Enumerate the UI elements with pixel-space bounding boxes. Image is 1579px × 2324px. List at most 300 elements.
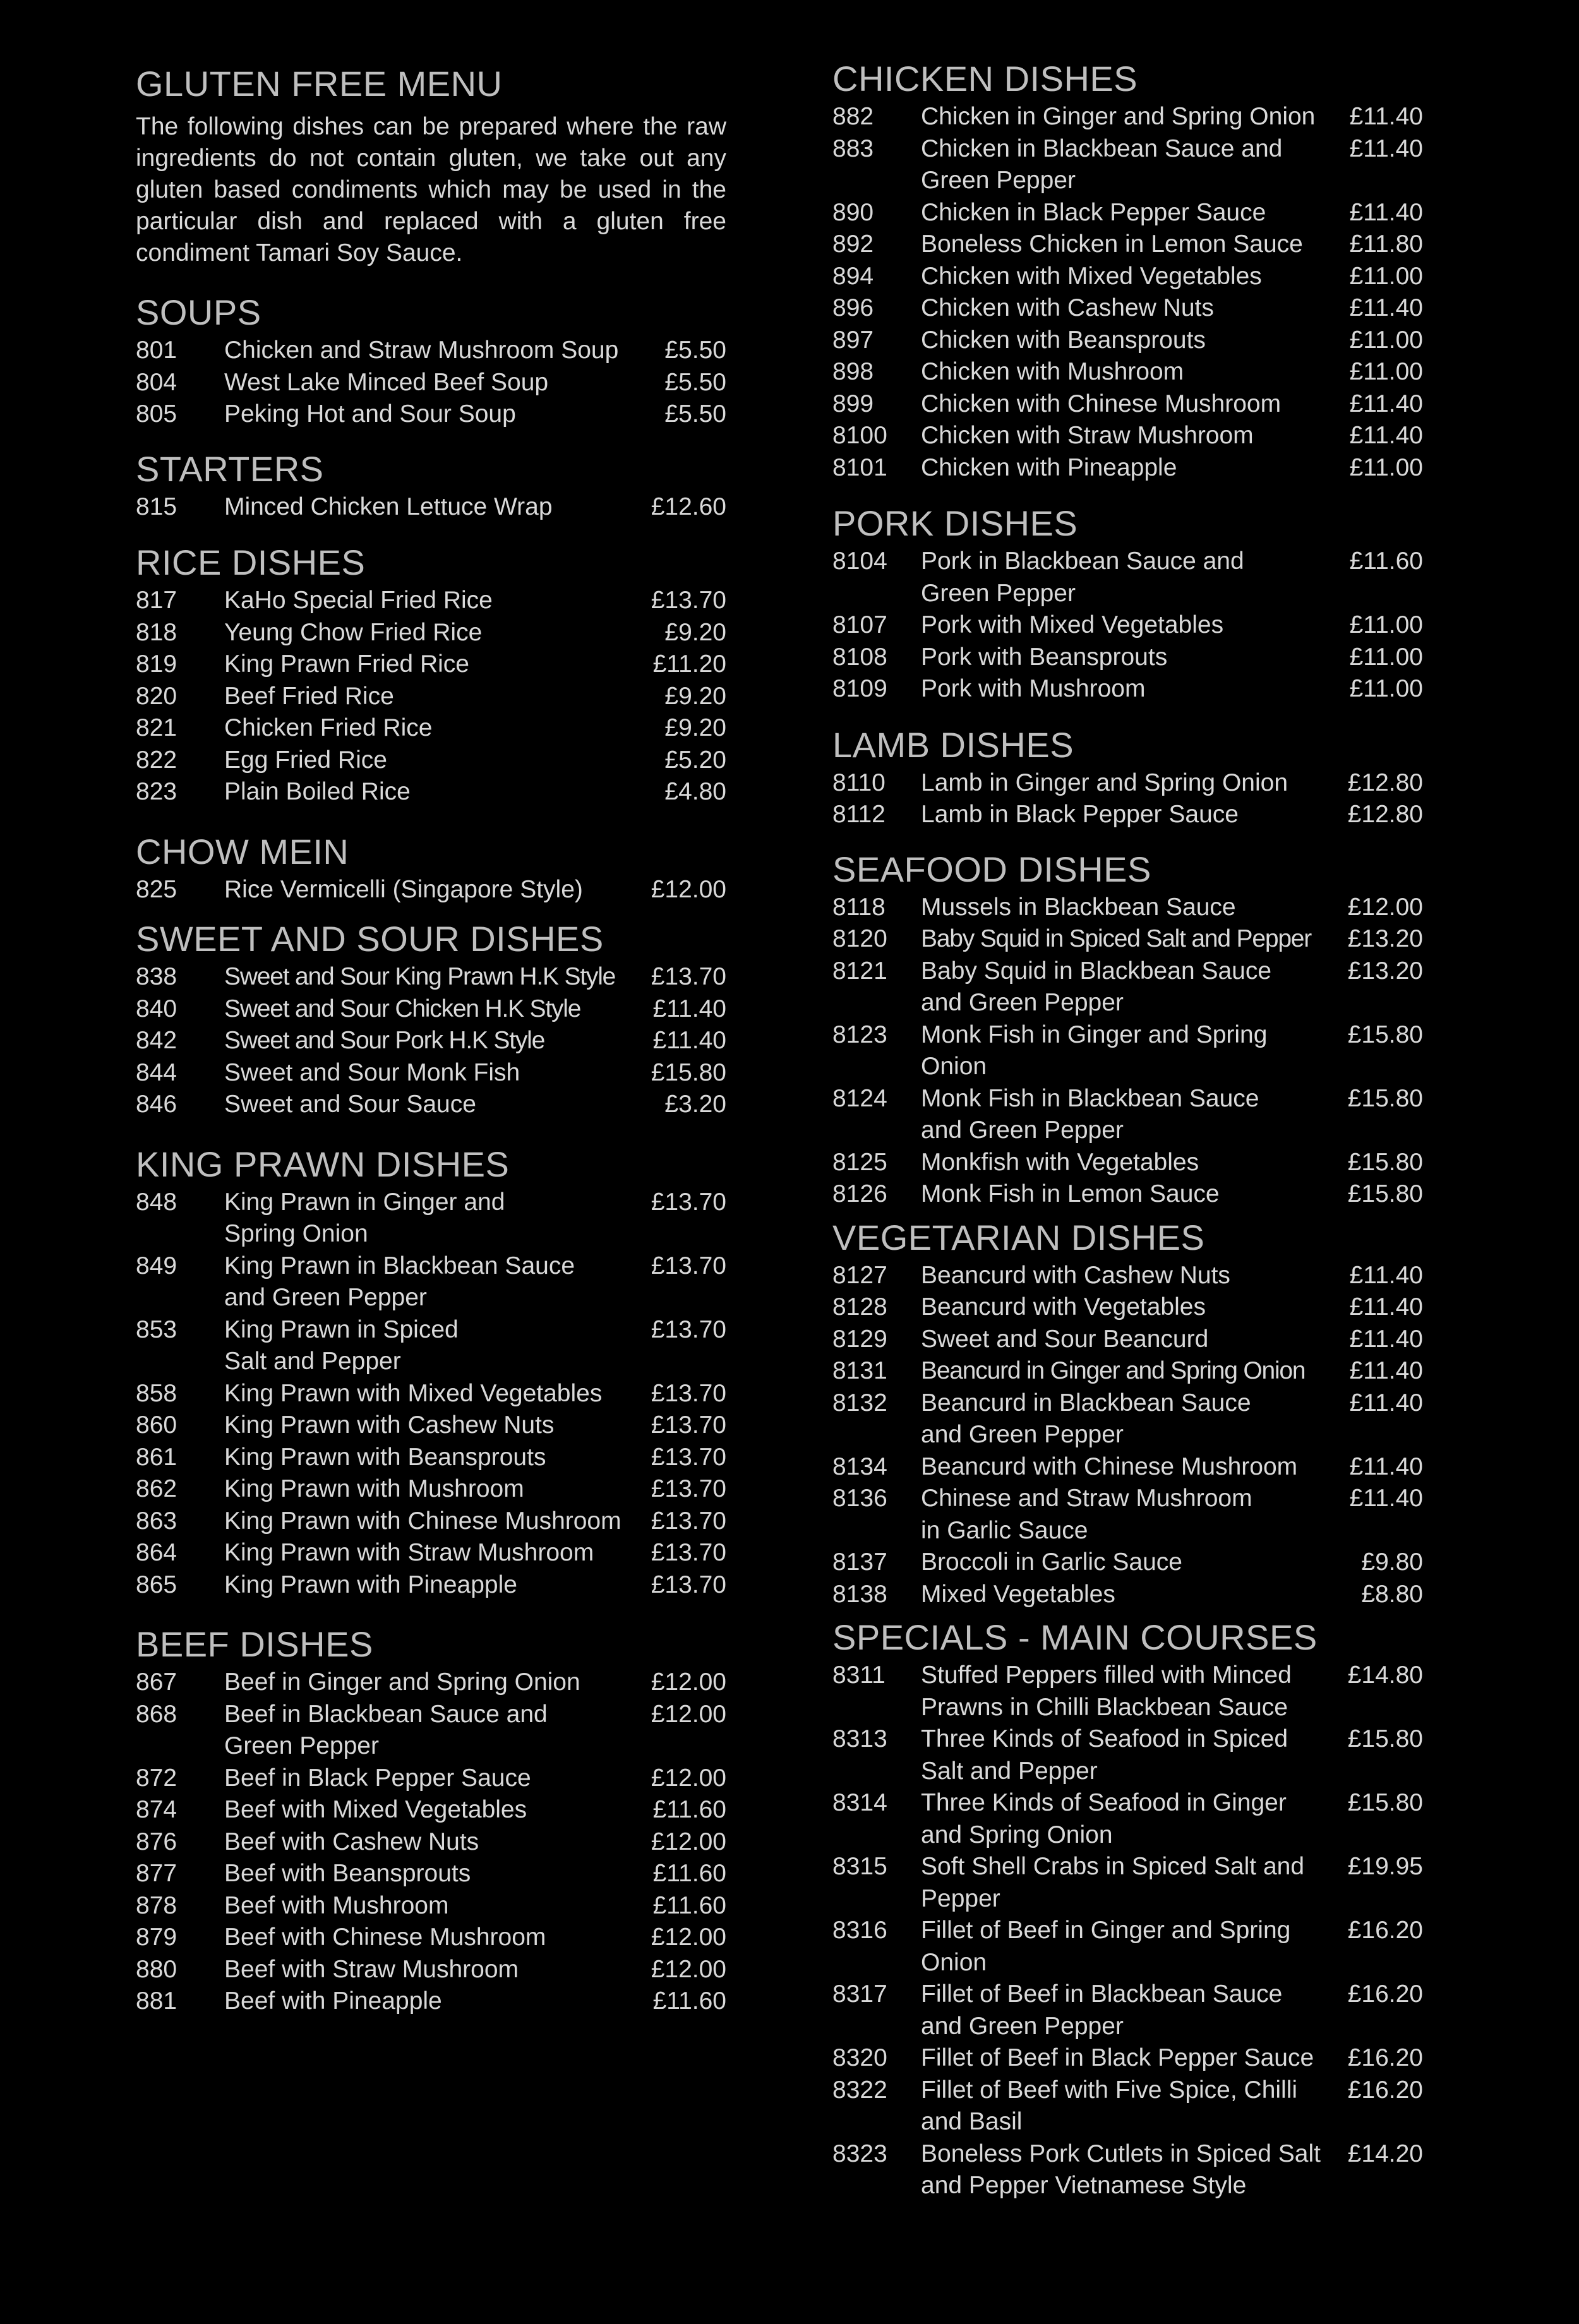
menu-item <box>136 1250 726 1314</box>
item-code: 848 <box>136 1188 177 1216</box>
item-code: 8118 <box>832 893 886 921</box>
intro-text: The following dishes can be prepared where the raw ingredients do not contain gluten, we take out any gluten based condiments which may be used in the particular dish and replaced with a gluten free condiment Tamari Soy Sauce. <box>136 113 726 267</box>
section-beef-dishes <box>136 1624 726 2018</box>
menu-item <box>832 1483 1423 1547</box>
item-code: 853 <box>136 1315 177 1343</box>
section-lamb-dishes <box>832 724 1423 831</box>
item-code: 840 <box>136 995 177 1022</box>
item-price: £12.00 <box>651 1700 726 1728</box>
section-soups <box>136 292 726 431</box>
menu-item <box>136 961 726 993</box>
item-code: 861 <box>136 1443 177 1471</box>
menu-item <box>832 673 1423 705</box>
item-name: Sweet and Sour Beancurd <box>921 1325 1209 1353</box>
item-code: 8108 <box>832 643 887 671</box>
menu-item <box>832 1851 1423 1915</box>
item-code: 8109 <box>832 675 887 702</box>
section-king-prawn-dishes <box>136 1144 726 1602</box>
item-name: King Prawn with Straw Mushroom <box>224 1539 594 1566</box>
item-name: King Prawn in Ginger and Spring Onion <box>224 1188 505 1247</box>
item-price: £12.00 <box>651 1924 726 1951</box>
item-name: Sweet and Sour Monk Fish <box>224 1058 520 1086</box>
menu-item <box>832 1451 1423 1483</box>
item-price: £9.80 <box>1361 1548 1423 1576</box>
item-code: 8129 <box>832 1325 887 1353</box>
item-name: King Prawn with Mixed Vegetables <box>224 1379 603 1407</box>
item-code: 874 <box>136 1796 177 1823</box>
menu-item <box>832 2138 1423 2202</box>
item-name: Chicken with Straw Mushroom <box>921 422 1254 449</box>
left-column <box>136 63 726 2018</box>
item-code: 8134 <box>832 1452 887 1480</box>
item-price: £12.80 <box>1347 801 1423 828</box>
menu-item <box>136 367 726 399</box>
item-price: £19.95 <box>1347 1853 1423 1880</box>
item-price: £4.80 <box>664 778 726 805</box>
section-vegetarian-dishes <box>832 1217 1423 1611</box>
menu-item <box>832 1723 1423 1787</box>
item-name: Beancurd in Ginger and Spring Onion <box>921 1357 1306 1384</box>
menu-item <box>832 1787 1423 1851</box>
item-name: Soft Shell Crabs in Spiced Salt and Pepper <box>921 1853 1305 1912</box>
item-code: 868 <box>136 1700 177 1728</box>
item-code: 879 <box>136 1924 177 1951</box>
item-code: 8123 <box>832 1021 887 1048</box>
menu-item <box>136 745 726 777</box>
item-price: £13.70 <box>651 1475 726 1502</box>
item-price: £11.40 <box>652 995 726 1022</box>
item-code: 817 <box>136 587 177 614</box>
section-title: SOUPS <box>136 292 261 332</box>
menu-item <box>136 1667 726 1699</box>
item-code: 883 <box>832 135 874 162</box>
item-price: £11.40 <box>1349 103 1423 130</box>
item-price: £12.00 <box>1347 893 1423 921</box>
menu-item <box>136 585 726 617</box>
item-price: £11.00 <box>1349 262 1423 290</box>
item-code: 8315 <box>832 1853 887 1880</box>
item-name: Chinese and Straw Mushroom in Garlic Sauce <box>921 1485 1252 1544</box>
menu-item <box>832 356 1423 388</box>
item-name: King Prawn with Cashew Nuts <box>224 1411 555 1439</box>
item-name: Yeung Chow Fried Rice <box>224 618 483 646</box>
item-price: £16.20 <box>1347 2044 1423 2071</box>
menu-item <box>832 892 1423 924</box>
item-name: Peking Hot and Sour Soup <box>224 400 516 428</box>
item-code: 898 <box>832 358 874 385</box>
item-price: £5.50 <box>664 337 726 364</box>
item-code: 8316 <box>832 1917 887 1944</box>
menu-item <box>136 1057 726 1089</box>
item-price: £11.00 <box>1349 358 1423 385</box>
item-name: Egg Fried Rice <box>224 746 387 774</box>
item-code: 8120 <box>832 925 887 952</box>
item-name: Beef Fried Rice <box>224 682 394 710</box>
item-price: £11.40 <box>1349 1485 1423 1512</box>
item-code: 892 <box>832 231 874 258</box>
item-name: Rice Vermicelli (Singapore Style) <box>224 875 583 903</box>
item-price: £11.40 <box>1349 1261 1423 1289</box>
menu-item <box>832 261 1423 293</box>
item-name: Chicken in Black Pepper Sauce <box>921 198 1266 226</box>
menu-item <box>136 1699 726 1763</box>
item-code: 894 <box>832 262 874 290</box>
menu-item <box>832 420 1423 452</box>
item-code: 844 <box>136 1058 177 1086</box>
section-seafood-dishes <box>832 849 1423 1211</box>
menu-item <box>832 229 1423 261</box>
item-code: 820 <box>136 682 177 710</box>
item-code: 819 <box>136 650 177 678</box>
right-column <box>832 59 1423 2202</box>
item-code: 8311 <box>832 1662 886 1689</box>
item-price: £9.20 <box>664 618 726 646</box>
menu-item <box>136 1922 726 1954</box>
item-price: £13.70 <box>651 1315 726 1343</box>
item-price: £16.20 <box>1347 1980 1423 2008</box>
item-code: 890 <box>832 198 874 226</box>
section-sweet-and-sour-dishes <box>136 918 726 1121</box>
item-price: £13.20 <box>1347 925 1423 952</box>
right-sections <box>832 58 1423 2202</box>
item-price: £13.20 <box>1347 957 1423 985</box>
item-code: 849 <box>136 1252 177 1279</box>
menu-item <box>136 1506 726 1538</box>
item-name: Beef with Cashew Nuts <box>224 1828 479 1855</box>
item-code: 815 <box>136 493 177 520</box>
menu-item <box>832 1083 1423 1147</box>
item-name: Beancurd in Blackbean Sauce and Green Pepper <box>921 1389 1251 1448</box>
item-code: 8100 <box>832 422 887 449</box>
item-name: Beef in Ginger and Spring Onion <box>224 1668 580 1696</box>
item-code: 858 <box>136 1379 177 1407</box>
item-code: 8125 <box>832 1148 887 1176</box>
item-name: Baby Squid in Spiced Salt and Pepper <box>921 925 1312 952</box>
menu-item <box>136 1763 726 1795</box>
item-price: £15.80 <box>1347 1725 1423 1752</box>
item-code: 846 <box>136 1091 177 1118</box>
item-price: £13.70 <box>651 1539 726 1566</box>
menu-item <box>136 491 726 524</box>
menu-item <box>136 1890 726 1922</box>
item-price: £11.40 <box>1349 1452 1423 1480</box>
section-title: SPECIALS - MAIN COURSES <box>832 1617 1318 1657</box>
menu-item <box>832 133 1423 197</box>
left-sections <box>136 292 726 2018</box>
section-pork-dishes <box>832 503 1423 705</box>
item-name: Monk Fish in Blackbean Sauce and Green Pepper <box>921 1084 1259 1144</box>
intro-section <box>136 63 726 269</box>
item-price: £16.20 <box>1347 1917 1423 1944</box>
item-name: Chicken with Mixed Vegetables <box>921 262 1262 290</box>
item-price: £13.70 <box>651 1571 726 1598</box>
item-name: King Prawn with Chinese Mushroom <box>224 1507 621 1535</box>
item-code: 8317 <box>832 1980 887 2008</box>
menu-item <box>832 2075 1423 2138</box>
item-name: Chicken with Mushroom <box>921 358 1184 385</box>
menu-item <box>136 1537 726 1569</box>
item-name: Fillet of Beef with Five Spice, Chilli and Basil <box>921 2076 1298 2135</box>
item-name: King Prawn with Mushroom <box>224 1475 524 1502</box>
item-price: £14.80 <box>1347 1662 1423 1689</box>
item-code: 825 <box>136 875 177 903</box>
item-price: £5.50 <box>664 368 726 396</box>
item-price: £13.70 <box>651 1507 726 1535</box>
menu-item <box>832 1291 1423 1324</box>
item-price: £5.50 <box>664 400 726 428</box>
item-code: 8136 <box>832 1485 887 1512</box>
item-name: Broccoli in Garlic Sauce <box>921 1548 1182 1576</box>
item-code: 8121 <box>832 957 887 985</box>
item-name: Beef with Straw Mushroom <box>224 1955 519 1983</box>
item-code: 8314 <box>832 1789 887 1816</box>
item-name: Fillet of Beef in Ginger and Spring Onion <box>921 1917 1291 1976</box>
menu-item <box>136 398 726 431</box>
item-price: £11.60 <box>652 1987 726 2015</box>
menu-item <box>832 1547 1423 1579</box>
item-price: £11.40 <box>1349 135 1423 162</box>
menu-item <box>136 681 726 713</box>
item-name: Monk Fish in Lemon Sauce <box>921 1180 1220 1207</box>
item-name: Three Kinds of Seafood in Ginger and Spring Onion <box>921 1789 1287 1848</box>
item-name: King Prawn in Spiced Salt and Pepper <box>224 1315 459 1375</box>
item-code: 823 <box>136 778 177 805</box>
menu-item <box>136 874 726 906</box>
item-code: 865 <box>136 1571 177 1598</box>
item-name: Boneless Chicken in Lemon Sauce <box>921 231 1303 258</box>
item-code: 880 <box>136 1955 177 1983</box>
menu-item <box>832 1579 1423 1611</box>
item-code: 8126 <box>832 1180 887 1207</box>
item-price: £13.70 <box>651 1252 726 1279</box>
item-code: 838 <box>136 963 177 990</box>
item-price: £11.40 <box>1349 1325 1423 1353</box>
item-price: £5.20 <box>664 746 726 774</box>
item-name: Sweet and Sour Pork H.K Style <box>224 1027 545 1054</box>
item-name: Beancurd with Vegetables <box>921 1293 1206 1321</box>
item-code: 8124 <box>832 1084 887 1112</box>
item-code: 872 <box>136 1764 177 1792</box>
item-code: 8131 <box>832 1357 887 1384</box>
item-code: 867 <box>136 1668 177 1696</box>
menu-item <box>136 993 726 1026</box>
item-name: Monkfish with Vegetables <box>921 1148 1199 1176</box>
item-code: 805 <box>136 400 177 428</box>
item-code: 863 <box>136 1507 177 1535</box>
item-price: £11.40 <box>1349 1293 1423 1321</box>
menu-item <box>832 1147 1423 1179</box>
item-price: £12.60 <box>651 493 726 520</box>
item-price: £11.40 <box>1349 1357 1423 1384</box>
item-price: £11.60 <box>652 1860 726 1887</box>
item-code: 8112 <box>832 801 886 828</box>
section-title: LAMB DISHES <box>832 724 1074 765</box>
menu-item <box>136 1954 726 1986</box>
menu-item <box>832 955 1423 1019</box>
item-name: Sweet and Sour Chicken H.K Style <box>224 995 581 1022</box>
item-name: Pork in Blackbean Sauce and Green Pepper <box>921 548 1244 607</box>
menu-item <box>832 1019 1423 1083</box>
menu-item <box>136 617 726 649</box>
item-price: £11.60 <box>652 1891 726 1919</box>
item-price: £11.60 <box>652 1796 726 1823</box>
menu-item <box>136 1187 726 1250</box>
section-title: PORK DISHES <box>832 503 1078 543</box>
item-code: 881 <box>136 1987 177 2015</box>
item-name: Pork with Mushroom <box>921 675 1146 702</box>
item-price: £15.80 <box>1347 1021 1423 1048</box>
item-price: £16.20 <box>1347 2076 1423 2104</box>
item-name: Beef with Beansprouts <box>224 1860 471 1887</box>
item-code: 8128 <box>832 1293 887 1321</box>
item-price: £11.80 <box>1349 231 1423 258</box>
menu-item <box>136 776 726 808</box>
item-price: £11.00 <box>1349 326 1423 354</box>
section-title: KING PRAWN DISHES <box>136 1144 510 1184</box>
menu-item <box>832 325 1423 357</box>
item-code: 8320 <box>832 2044 887 2071</box>
item-price: £11.40 <box>1349 390 1423 417</box>
item-code: 864 <box>136 1539 177 1566</box>
item-price: £12.80 <box>1347 769 1423 796</box>
section-title: CHOW MEIN <box>136 831 349 872</box>
menu-item <box>136 1794 726 1826</box>
menu-item <box>832 799 1423 831</box>
item-price: £13.70 <box>651 1443 726 1471</box>
section-title: SWEET AND SOUR DISHES <box>136 919 604 959</box>
item-code: 897 <box>832 326 874 354</box>
menu-item <box>832 1260 1423 1292</box>
item-code: 8101 <box>832 453 887 481</box>
item-price: £9.20 <box>664 682 726 710</box>
item-code: 8127 <box>832 1261 887 1289</box>
item-name: Chicken in Ginger and Spring Onion <box>921 103 1316 130</box>
item-code: 804 <box>136 368 177 396</box>
menu-item <box>136 1826 726 1859</box>
menu-item <box>832 1355 1423 1387</box>
item-price: £13.70 <box>651 1188 726 1216</box>
item-name: King Prawn with Beansprouts <box>224 1443 546 1471</box>
item-price: £13.70 <box>651 587 726 614</box>
menu-item <box>832 1979 1423 2042</box>
menu-item <box>136 1569 726 1602</box>
menu-item <box>832 1660 1423 1723</box>
item-code: 8137 <box>832 1548 887 1576</box>
menu-item <box>832 923 1423 955</box>
item-name: King Prawn Fried Rice <box>224 650 469 678</box>
item-name: Fillet of Beef in Black Pepper Sauce <box>921 2044 1314 2071</box>
menu-item <box>832 388 1423 421</box>
item-price: £13.70 <box>651 1411 726 1439</box>
item-name: Sweet and Sour Sauce <box>224 1091 476 1118</box>
item-price: £9.20 <box>664 714 726 741</box>
menu-item <box>136 712 726 745</box>
item-name: King Prawn in Blackbean Sauce and Green Pepper <box>224 1252 575 1311</box>
item-code: 876 <box>136 1828 177 1855</box>
item-code: 860 <box>136 1411 177 1439</box>
menu-title: GLUTEN FREE MENU <box>136 64 503 104</box>
menu-item <box>136 1314 726 1378</box>
item-name: Beef with Pineapple <box>224 1987 442 2015</box>
item-code: 8132 <box>832 1389 887 1417</box>
item-code: 882 <box>832 103 874 130</box>
menu-item <box>832 452 1423 484</box>
item-name: Baby Squid in Blackbean Sauce and Green Pepper <box>921 957 1272 1016</box>
menu-item <box>136 1473 726 1506</box>
item-price: £15.80 <box>1347 1084 1423 1112</box>
item-name: Three Kinds of Seafood in Spiced Salt and Pepper <box>921 1725 1288 1785</box>
item-name: Boneless Pork Cutlets in Spiced Salt and Pepper Vietnamese Style <box>921 2140 1321 2199</box>
menu-item <box>136 1410 726 1442</box>
item-name: Minced Chicken Lettuce Wrap <box>224 493 553 520</box>
item-price: £13.70 <box>651 1379 726 1407</box>
section-title: SEAFOOD DISHES <box>832 849 1151 889</box>
item-price: £8.80 <box>1361 1580 1423 1608</box>
item-price: £11.00 <box>1349 643 1423 671</box>
item-name: West Lake Minced Beef Soup <box>224 368 549 396</box>
item-code: 801 <box>136 337 177 364</box>
item-name: Fillet of Beef in Blackbean Sauce and Green Pepper <box>921 1980 1283 2040</box>
item-code: 862 <box>136 1475 177 1502</box>
item-name: Chicken with Beansprouts <box>921 326 1206 354</box>
section-title: VEGETARIAN DISHES <box>832 1217 1205 1257</box>
item-code: 8313 <box>832 1725 887 1752</box>
item-code: 8107 <box>832 611 887 638</box>
menu-item <box>832 197 1423 229</box>
item-price: £11.40 <box>1349 1389 1423 1417</box>
item-code: 896 <box>832 294 874 321</box>
item-price: £11.40 <box>652 1027 726 1054</box>
item-name: Beancurd with Cashew Nuts <box>921 1261 1230 1289</box>
item-price: £12.00 <box>651 875 726 903</box>
item-price: £3.20 <box>664 1091 726 1118</box>
menu-item <box>136 335 726 367</box>
item-code: 877 <box>136 1860 177 1887</box>
item-name: Chicken Fried Rice <box>224 714 433 741</box>
menu-item <box>136 1378 726 1410</box>
item-name: Pork with Mixed Vegetables <box>921 611 1224 638</box>
item-price: £11.20 <box>652 650 726 678</box>
item-code: 878 <box>136 1891 177 1919</box>
item-price: £11.40 <box>1349 198 1423 226</box>
item-name: Stuffed Peppers filled with Minced Prawns in Chilli Blackbean Sauce <box>921 1662 1292 1721</box>
item-code: 8110 <box>832 769 886 796</box>
item-price: £11.40 <box>1349 422 1423 449</box>
item-price: £13.70 <box>651 963 726 990</box>
item-price: £11.40 <box>1349 294 1423 321</box>
item-name: Mussels in Blackbean Sauce <box>921 893 1236 921</box>
menu-item <box>832 101 1423 133</box>
section-title: RICE DISHES <box>136 542 366 582</box>
item-name: Beef in Black Pepper Sauce <box>224 1764 531 1792</box>
item-price: £15.80 <box>1347 1789 1423 1816</box>
item-price: £11.00 <box>1349 453 1423 481</box>
item-name: KaHo Special Fried Rice <box>224 587 493 614</box>
menu-item <box>136 1442 726 1474</box>
item-name: Chicken with Cashew Nuts <box>921 294 1214 321</box>
item-code: 822 <box>136 746 177 774</box>
menu-item <box>136 1858 726 1890</box>
item-name: Beef with Chinese Mushroom <box>224 1924 546 1951</box>
item-name: Beef with Mixed Vegetables <box>224 1796 527 1823</box>
item-price: £11.60 <box>1349 548 1423 575</box>
menu-item <box>832 1387 1423 1451</box>
menu-item <box>832 292 1423 325</box>
item-price: £12.00 <box>651 1668 726 1696</box>
menu-item <box>832 1915 1423 1979</box>
menu-item <box>832 1178 1423 1211</box>
item-price: £15.80 <box>1347 1148 1423 1176</box>
